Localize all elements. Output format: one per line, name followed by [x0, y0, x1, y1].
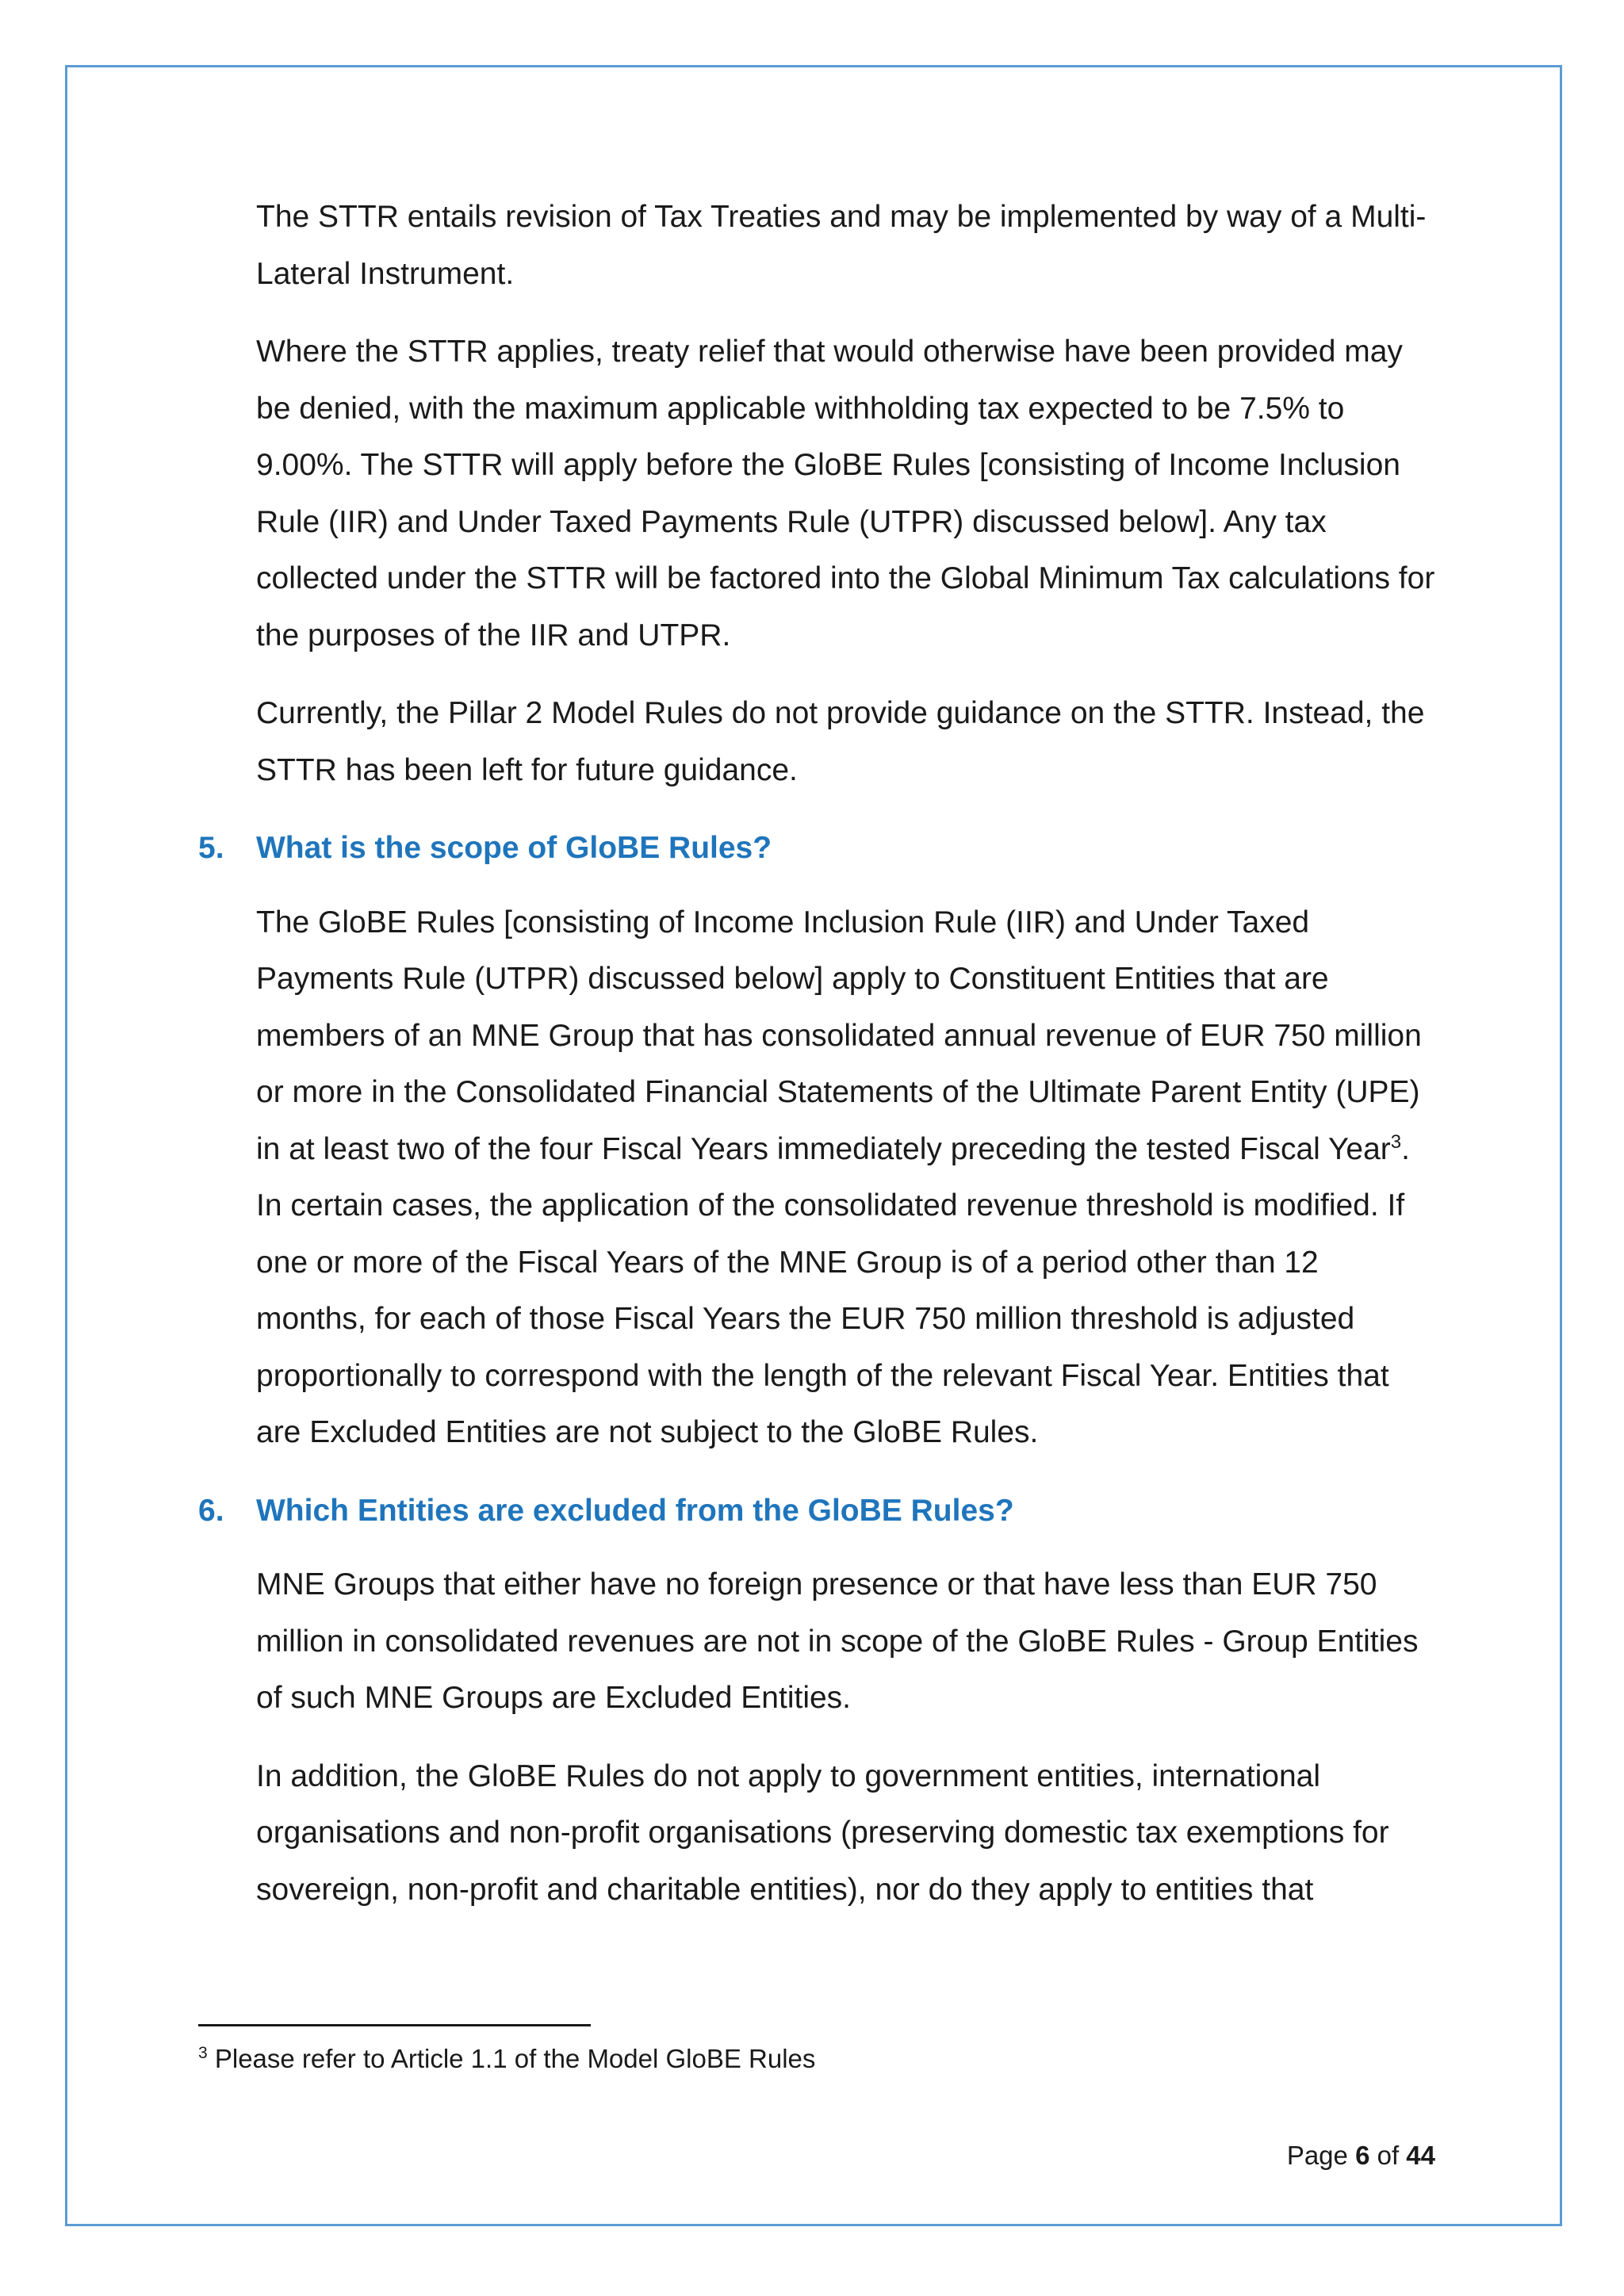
page-number-prefix: Page	[1286, 2141, 1356, 2170]
globe-scope-text-part1: The GloBE Rules [consisting of Income Inclusion Rule (IIR) and Under Taxed Payments Rule (UTPR) discussed below] apply to Constituent Entities that are members of an MNE Group that has consolidated annual revenue of EUR 750 million or more in the Consolidated Financial Statements of the Ultimate Parent Entity (UPE) in at least two of the four Fiscal Years immediately preceding the tested Fiscal Year	[256, 905, 1422, 1166]
paragraph-excluded-groups: MNE Groups that either have no foreign presence or that have less than EUR 750 million in consolidated revenues are not in scope of the GloBE Rules - Group Entities of such MNE Groups are Excluded Entities.	[256, 1567, 1419, 1715]
paragraph-sttr-guidance: Currently, the Pillar 2 Model Rules do not provide guidance on the STTR. Instead, the STTR has been left for future guidance.	[256, 696, 1425, 787]
paragraph-sttr-treaties: The STTR entails revision of Tax Treaties and may be implemented by way of a Multi-Lateral Instrument.	[256, 200, 1427, 291]
footnote-reference[interactable]: 3	[1390, 1131, 1402, 1153]
section-6-number: 6.	[198, 1493, 224, 1528]
footnote-separator	[198, 2024, 591, 2026]
section-6-heading	[198, 1483, 1435, 1540]
section-5-heading	[198, 820, 1435, 877]
footnote-text: Please refer to Article 1.1 of the Model GloBE Rules	[207, 2044, 816, 2073]
footnote-number: 3	[198, 2044, 208, 2062]
section-5-title: What is the scope of GloBE Rules?	[256, 831, 772, 865]
document-body	[198, 189, 1435, 1939]
page-number-middle: of	[1369, 2141, 1407, 2170]
section-6-title: Which Entities are excluded from the GloBE Rules?	[256, 1493, 1014, 1528]
page-number-current: 6	[1355, 2141, 1370, 2170]
section-5-number: 5.	[198, 831, 224, 865]
paragraph-globe-scope	[256, 894, 1435, 1461]
globe-scope-text-part2: . In certain cases, the application of the consolidated revenue threshold is modified. If one or more of the Fiscal Years of the MNE Group is of a period other than 12 months, for each of those Fiscal Years the EUR 750 million threshold is adjusted proportionally to correspond with the length of the relevant Fiscal Year. Entities that are Excluded Entities are not subject to the GloBE Rules.	[256, 1131, 1410, 1449]
paragraph-sttr-applies: Where the STTR applies, treaty relief that would otherwise have been provided may be denied, with the maximum applicable withholding tax expected to be 7.5% to 9.00%. The STTR will apply before the GloBE Rules [consisting of Income Inclusion Rule (IIR) and Under Taxed Payments Rule (UTPR) discussed below]. Any tax collected under the STTR will be factored into the Global Minimum Tax calculations for the purposes of the IIR and UTPR.	[256, 335, 1435, 652]
page-number	[1287, 2141, 1435, 2171]
paragraph-excluded-entities: In addition, the GloBE Rules do not apply to government entities, international organisations and non-profit organisations (preserving domestic tax exemptions for sovereign, non-profit and charitable entities), nor do they apply to entities that	[256, 1758, 1389, 1907]
page-number-total: 44	[1406, 2141, 1435, 2170]
footnote	[198, 2044, 815, 2074]
